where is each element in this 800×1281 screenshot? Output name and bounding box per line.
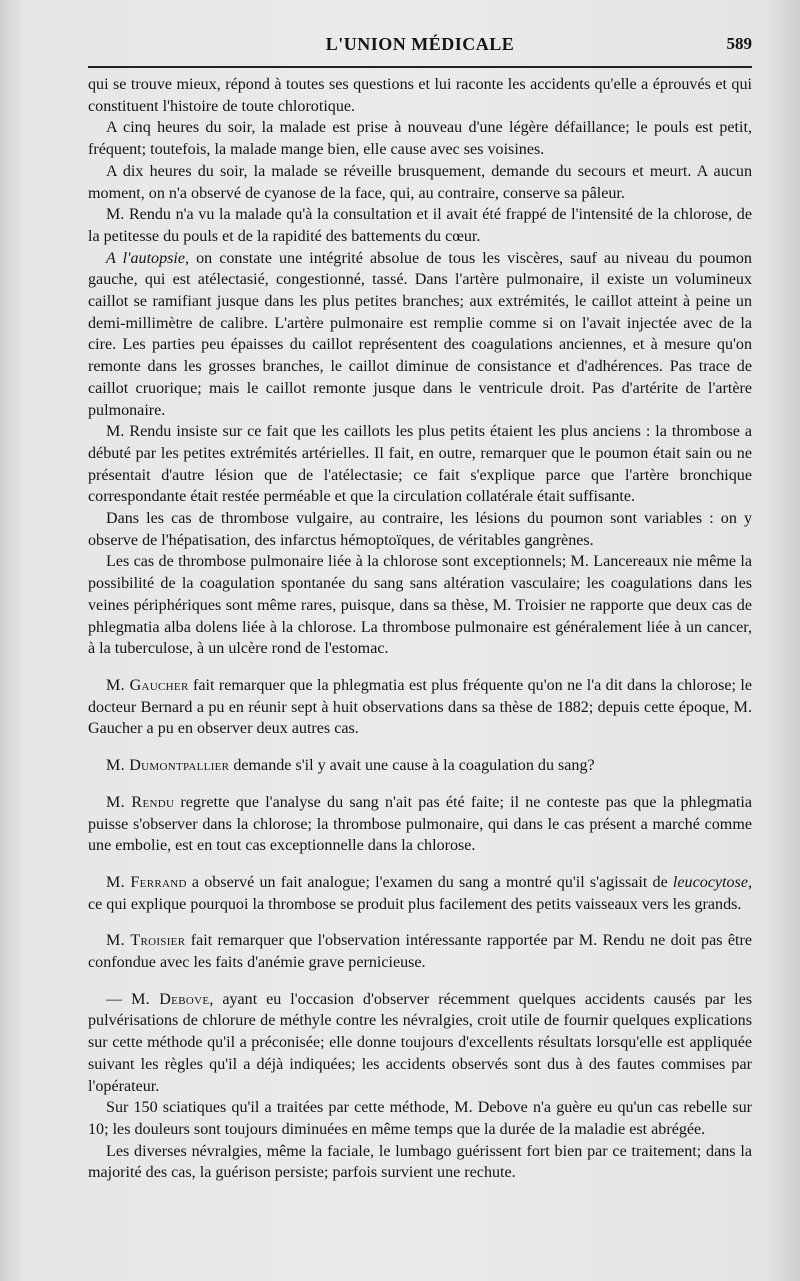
paragraph-12: M. Ferrand a observé un fait analogue; l'examen du sang a montré qu'il s'agissait de leucocytose, ce qui explique pourquoi la thrombose se produit plus facilement des petits vaisseaux vers les grands. — [88, 873, 752, 913]
paragraph-7: Dans les cas de thrombose vulgaire, au contraire, les lésions du poumon sont variables : on y observe de l'hépatisation, des infarctus hémoptoïques, de véritables gangrènes. — [88, 510, 752, 549]
running-title: L'UNION MÉDICALE — [325, 34, 515, 54]
paragraph-6: M. Rendu insiste sur ce fait que les caillots les plus petits étaient les plus anciens : la thrombose a débuté par les petites extrémités artérielles. Il fait, en outre, remarquer que le poumon était sain ou ne présentait d'autre lésion que de l'atélectasie; ce fait s'explique parce que l'artère bronchique correspondante était restée perméable et que la circulation collatérale était suffisante. — [88, 423, 752, 506]
paragraph-16: Les diverses névralgies, même la faciale, le lumbago guérissent fort bien par ce traitement; dans la majorité des cas, la guérison persiste; parfois survient une rechute. — [88, 1142, 752, 1182]
paragraph-10: M. Dumontpallier demande s'il y avait une cause à la coagulation du sang? — [106, 757, 595, 775]
article-body — [88, 74, 752, 1184]
speaker-name: M. Rendu — [106, 793, 175, 811]
paragraph-3: A dix heures du soir, la malade se réveille brusquement, demande du secours et meurt. A aucun moment, on n'a observé de cyanose de la face, qui, au contraire, conserve sa pâleur. — [88, 162, 752, 202]
paragraph-2: A cinq heures du soir, la malade est prise à nouveau d'une légère défaillance; le pouls est petit, fréquent; toutefois, la malade mange bien, elle cause avec ses voisines. — [88, 119, 752, 159]
paragraph-15: Sur 150 sciatiques qu'il a traitées par cette méthode, M. Debove n'a guère eu qu'un cas rebelle sur 10; les douleurs sont toujours diminuées en même temps que la durée de la maladie est abrégée. — [88, 1099, 752, 1138]
speaker-name: M. Gaucher — [106, 676, 189, 694]
speaker-name: M. Troisier — [106, 932, 186, 950]
page-number: 589 — [726, 34, 752, 53]
paragraph-11: M. Rendu regrette que l'analyse du sang n'ait pas été faite; il ne conteste pas que la phlegmatia puisse s'observer dans la chlorose; la thrombose pulmonaire, qui dans le cas présent a marché comme une embolie, est en tout cas exceptionnelle dans la chlorose. — [88, 793, 752, 855]
speaker-name: M. Dumontpallier — [106, 757, 230, 775]
paragraph-9: M. Gaucher fait remarquer que la phlegmatia est plus fréquente qu'on ne l'a dit dans la chlorose; le docteur Bernard a pu en réunir sept à huit observations dans sa thèse de 1882; depuis cette époque, M. Gaucher a pu en observer deux autres cas. — [88, 676, 752, 738]
speaker-name: M. Ferrand — [106, 873, 187, 891]
paragraph-1: qui se trouve mieux, répond à toutes ses questions et lui raconte les accidents qu'elle a éprouvés et qui constituent l'histoire de toute chlorotique. — [88, 76, 752, 115]
paragraph-4: M. Rendu n'a vu la malade qu'à la consultation et il avait été frappé de l'intensité de la chlorose, de la petitesse du pouls et de la rapidité des battements du cœur. — [88, 206, 752, 245]
paragraph-14: — M. Debove, ayant eu l'occasion d'observer récemment quelques accidents causés par les pulvérisations de chlorure de méthyle contre les névralgies, croit utile de fournir quelques explications sur cette méthode qu'il a préconisée; elle donne toujours d'excellents résultats lorsqu'elle est appliquée suivant les règles qu'il a déjà indiquées; les accidents observés sont dus à des fautes commises par l'opérateur. — [88, 990, 753, 1095]
page-header — [88, 34, 752, 62]
paragraph-8: Les cas de thrombose pulmonaire liée à la chlorose sont exceptionnels; M. Lancereaux nie même la possibilité de la coagulation spontanée du sang sans altération vasculaire; les coagulations dans les veines périphériques sont même rares, puisque, dans sa thèse, M. Troisier ne rapporte que deux cas de phlegmatia alba dolens liée à la chlorose. La thrombose pulmonaire est généralement liée à un cancer, à la tuberculose, à un ulcère rond de l'estomac. — [88, 553, 752, 658]
speaker-name: M. Debove — [131, 990, 210, 1008]
header-rule — [88, 66, 752, 68]
autopsy-lead: A l'autopsie, — [106, 249, 190, 267]
paragraph-5: A l'autopsie, on constate une intégrité absolue de tous les viscères, sauf au niveau du poumon gauche, qui est atélectasié, congestionné, tassé. Dans l'artère pulmonaire, il existe un volumineux caillot se ramifiant jusque dans les plus petites branches; aux extrémités, le caillot atteint à peine un demi-millimètre de calibre. L'artère pulmonaire est remplie comme si on l'avait injectée avec de la cire. Les parties peu épaisses du caillot représentent des coagulations anciennes, et à mesure qu'on remonte dans les grosses branches, le caillot diminue de consistance et d'adhérences. Pas trace de caillot cruorique; mais le caillot remonte jusque dans le ventricule droit. Pas d'artérite de l'artère pulmonaire. — [88, 249, 752, 419]
paragraph-13: M. Troisier fait remarquer que l'observation intéressante rapportée par M. Rendu ne doit pas être confondue avec les faits d'anémie grave pernicieuse. — [88, 932, 752, 972]
